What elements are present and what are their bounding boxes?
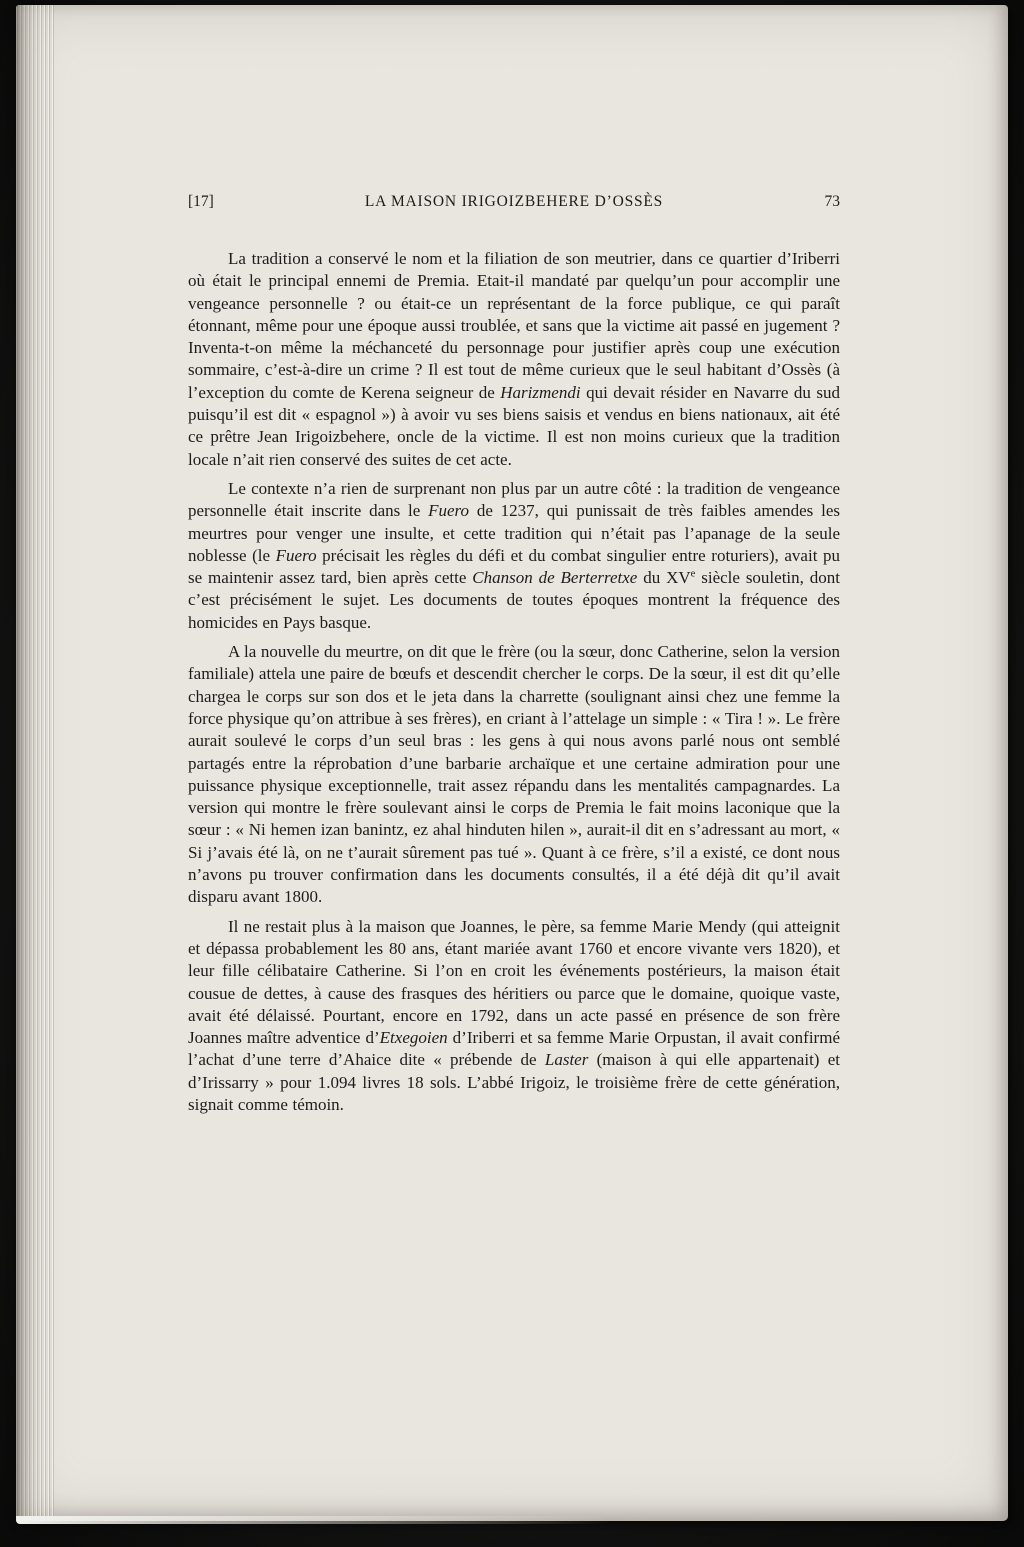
paragraph <box>188 478 840 634</box>
page-content <box>188 193 840 1116</box>
text-segment: (maison à qui elle appartenait) et d’Irissarry » pour 1.094 livres 18 sols. L’abbé Irigoiz, le troisième frère de cette génération, signait comme témoin. <box>188 1050 840 1114</box>
paragraph <box>188 641 840 909</box>
text-segment: A la nouvelle du meurtre, on dit que le frère (ou la sœur, donc Catherine, selon la version familiale) attela une paire de bœufs et descendit chercher le corps. De la sœur, il est dit qu’elle chargea le corps sur son dos et le jeta dans la charrette (soulignant ainsi chez une femme la force physique qu’on attribue à ses frères), en criant à l’attelage un simple : « Tira ! ». Le frère aurait soulevé le corps d’un seul bras : les gens à qui nous avons parlé nous ont semblé partagés entre la réprobation d’une barbarie archaïque et une certaine admiration pour une puissance physique exceptionnelle, trait assez répandu dans les mentalités campagnardes. La version qui montre le frère soulevant ainsi le corps de Premia le fait moins laconique que la sœur : « Ni hemen izan banintz, ez ahal hinduten hilen », aurait-il dit en s’adressant au mort, « Si j’avais été là, on ne t’aurait sûrement pas tué ». Quant à ce frère, s’il a existé, ce dont nous n’avons pu trouver confirmation dans les documents consultés, il a été déjà dit qu’il avait disparu avant 1800. <box>188 642 840 907</box>
page-number: 73 <box>824 193 840 210</box>
text-segment: qui devait résider en Navarre du sud puisqu’il est dit « espagnol ») à avoir vu ses biens saisis et vendus en biens nationaux, ait été ce prêtre Jean Irigoizbehere, oncle de la victime. Il est non moins curieux que la tradition locale n’ait rien conservé des suites de cet acte. <box>188 382 840 469</box>
italic-text: Fuero <box>275 545 317 565</box>
italic-text: Fuero <box>428 501 470 521</box>
page-header <box>188 193 840 211</box>
page-title: LA MAISON IRIGOIZBEHERE D’OSSÈS <box>364 193 664 210</box>
text-segment: Le contexte n’a rien de surprenant non plus par un autre côté : la tradition de vengeance personnelle était inscrite dans le <box>188 478 840 521</box>
text-segment: e <box>690 568 696 580</box>
italic-text: Harizmendi <box>500 382 581 402</box>
text-segment: Il ne restait plus à la maison que Joannes, le père, sa femme Marie Mendy (qui atteignit et dépassa probablement les 80 ans, étant mariée avant 1760 et encore vivante vers 1820), et leur fille célibataire Catherine. Si l’on en croit les événements postérieurs, la maison était cousue de dettes, à cause des frasques des héritiers ou parce que le domaine, quoique vaste, avait été délaissé. Pourtant, encore en 1792, dans un acte passé en présence de son frère Joannes maître adventice d’ <box>188 916 840 1048</box>
book-page <box>16 5 1008 1521</box>
paragraph <box>188 248 840 471</box>
text-segment: siècle souletin, dont c’est précisément le sujet. Les documents de toutes époques montrent la fréquence des homicides en Pays basque. <box>188 568 841 632</box>
text-segment: du XV <box>637 568 691 588</box>
page-gutter-edge <box>16 5 54 1521</box>
page-bottom-edge <box>16 1516 611 1524</box>
italic-text: Etxegoien <box>379 1028 448 1048</box>
italic-text: Chanson de Berterretxe <box>472 568 638 588</box>
body-text <box>188 248 840 1116</box>
paragraph <box>188 916 840 1117</box>
text-segment: de 1237, qui punissait de très faibles amendes les meurtres pour venger une insulte, et cette tradition qui n’était pas l’apanage de la seule noblesse (le <box>188 501 840 565</box>
text-segment: La tradition a conservé le nom et la filiation de son meutrier, dans ce quartier d’Iriberri où était le principal ennemi de Premia. Etait-il mandaté par quelqu’un pour accomplir une vengeance personnelle ? ou était-ce un représentant de la force publique, ce qui paraît étonnant, même pour une époque aussi troublée, et sans que la victime ait passé en jugement ? Inventa-t-on même la méchanceté du personnage pour justifier après coup une exécution sommaire, c’est-à-dire un crime ? Il est tout de même curieux que le seul habitant d’Ossès (à l’exception du comte de Kerena seigneur de <box>188 249 840 402</box>
section-marker: [17] <box>188 193 214 210</box>
text-segment: précisait les règles du défi et du combat singulier entre roturiers), avait pu se maintenir assez tard, bien après cette <box>188 545 841 588</box>
italic-text: Laster <box>544 1050 589 1070</box>
text-segment: d’Iriberri et sa femme Marie Orpustan, il avait confirmé l’achat d’une terre d’Ahaice dite « prébende de <box>188 1028 840 1070</box>
